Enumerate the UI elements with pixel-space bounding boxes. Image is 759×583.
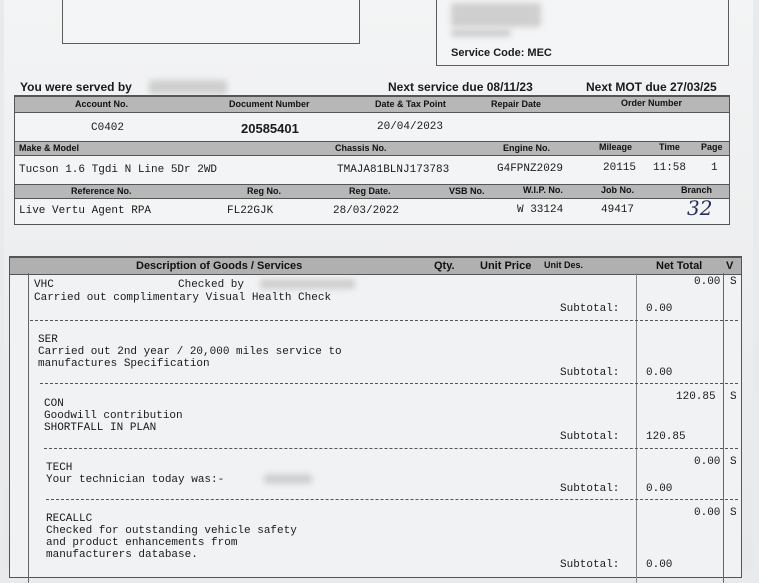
- item-con-code: CON: [44, 398, 64, 410]
- redacted-technician-name: [264, 474, 312, 484]
- label-chassis-no: Chassis No.: [335, 143, 387, 153]
- reg-no-value: FL22GJK: [227, 205, 274, 217]
- col-net-total: Net Total: [656, 260, 703, 272]
- job-no-value: 49417: [601, 204, 635, 216]
- label-time: Time: [659, 142, 680, 152]
- dealer-info-box: [436, 0, 729, 66]
- reference-no-value: Live Vertu Agent RPA: [19, 205, 152, 217]
- item-tech-total: 0.00: [694, 456, 721, 468]
- label-reg-no: Reg No.: [247, 186, 282, 196]
- item-ser-line-2: manufactures Specification: [38, 358, 210, 370]
- mileage-value: 20115: [603, 162, 637, 174]
- label-mileage: Mileage: [599, 142, 633, 152]
- item-tech-subtotal-label: Subtotal:: [560, 483, 620, 495]
- account-no-value: C0402: [91, 122, 125, 134]
- item-ser-subtotal: 0.00: [646, 367, 673, 379]
- item-tech-vat: S: [730, 456, 737, 468]
- wip-no-value: W 33124: [517, 204, 564, 216]
- col-unit-price: Unit Price: [480, 260, 532, 272]
- item-vhc-line-1: Carried out complimentary Visual Health Check: [34, 292, 332, 304]
- chassis-no-value: TMAJA81BLNJ173783: [337, 164, 450, 176]
- item-vhc-code: VHC: [34, 279, 54, 291]
- invoice-paper: [4, 0, 753, 569]
- item-vhc-total: 0.00: [694, 276, 721, 288]
- label-reg-date: Reg Date.: [349, 186, 391, 196]
- item-con-vat: S: [730, 391, 737, 403]
- item-tech-line-1: Your technician today was:-: [46, 474, 225, 486]
- item-tech-code: TECH: [46, 462, 73, 474]
- vehicle-details-block: [14, 95, 730, 225]
- label-order-number: Order Number: [621, 98, 683, 108]
- redacted-dealer-detail: [451, 29, 511, 37]
- col-rule-left: [28, 273, 29, 583]
- services-table: [9, 256, 742, 578]
- label-make-model: Make & Model: [19, 143, 80, 153]
- item-con-subtotal-label: Subtotal:: [560, 431, 620, 443]
- item-separator: [40, 383, 738, 384]
- redacted-checker-name: [260, 279, 355, 289]
- item-recallc-vat: S: [730, 507, 737, 519]
- item-tech-subtotal: 0.00: [646, 483, 673, 495]
- item-con-subtotal: 120.85: [646, 431, 686, 443]
- label-vsb-no: VSB No.: [449, 186, 485, 196]
- label-date-tax-point: Date & Tax Point: [375, 99, 446, 109]
- branch-handwritten-value: 32: [687, 196, 713, 220]
- date-tax-point-value: 20/04/2023: [377, 121, 444, 133]
- reg-date-value: 28/03/2022: [333, 205, 400, 217]
- served-by-label: You were served by: [20, 80, 132, 94]
- item-recallc-code: RECALLC: [46, 513, 93, 525]
- label-page: Page: [701, 142, 723, 152]
- col-qty: Qty.: [434, 260, 455, 272]
- item-ser-line-1: Carried out 2nd year / 20,000 miles service to: [38, 346, 342, 358]
- item-vhc-vat: S: [730, 276, 737, 288]
- engine-no-value: G4FPNZ2029: [497, 163, 564, 175]
- item-recallc-subtotal-label: Subtotal:: [560, 559, 620, 571]
- customer-address-box: [62, 0, 360, 44]
- item-recallc-line-2: and product enhancements from: [46, 537, 238, 549]
- col-vat: V: [726, 260, 734, 272]
- col-unit-des: Unit Des.: [544, 260, 584, 270]
- label-document-number: Document Number: [229, 99, 310, 109]
- redacted-advisor-name: [149, 80, 227, 94]
- time-value: 11:58: [653, 162, 687, 174]
- label-branch: Branch: [681, 185, 713, 195]
- item-con-line-1: Goodwill contribution: [44, 410, 183, 422]
- document-number-value: 20585401: [241, 121, 299, 136]
- table-header-bar: [9, 257, 742, 275]
- label-reference-no: Reference No.: [71, 186, 132, 196]
- item-separator: [44, 448, 738, 449]
- item-vhc-checked-by: Checked by: [178, 279, 245, 291]
- item-recallc-line-1: Checked for outstanding vehicle safety: [46, 525, 297, 537]
- label-wip-no: W.I.P. No.: [523, 185, 563, 195]
- service-code: Service Code: MEC: [451, 47, 552, 59]
- label-job-no: Job No.: [601, 185, 634, 195]
- item-separator: [30, 320, 738, 321]
- col-description: Description of Goods / Services: [136, 260, 303, 272]
- make-model-value: Tucson 1.6 Tgdi N Line 5Dr 2WD: [19, 164, 218, 176]
- next-service-due: Next service due 08/11/23: [388, 80, 533, 94]
- item-vhc-subtotal-label: Subtotal:: [560, 303, 620, 315]
- item-con-line-2: SHORTFALL IN PLAN: [44, 422, 157, 434]
- label-engine-no: Engine No.: [503, 143, 550, 153]
- item-ser-code: SER: [38, 334, 58, 346]
- item-recallc-total: 0.00: [694, 507, 721, 519]
- item-vhc-subtotal: 0.00: [646, 303, 673, 315]
- item-con-total: 120.85: [676, 391, 716, 403]
- item-recallc-subtotal: 0.00: [646, 559, 673, 571]
- label-account-no: Account No.: [75, 99, 128, 109]
- redacted-dealer-name: [451, 3, 541, 27]
- page-value: 1: [711, 162, 718, 174]
- label-repair-date: Repair Date: [491, 99, 542, 109]
- item-recallc-line-3: manufacturers database.: [46, 549, 198, 561]
- item-separator: [46, 499, 738, 500]
- item-ser-subtotal-label: Subtotal:: [560, 367, 620, 379]
- next-mot-due: Next MOT due 27/03/25: [586, 80, 717, 94]
